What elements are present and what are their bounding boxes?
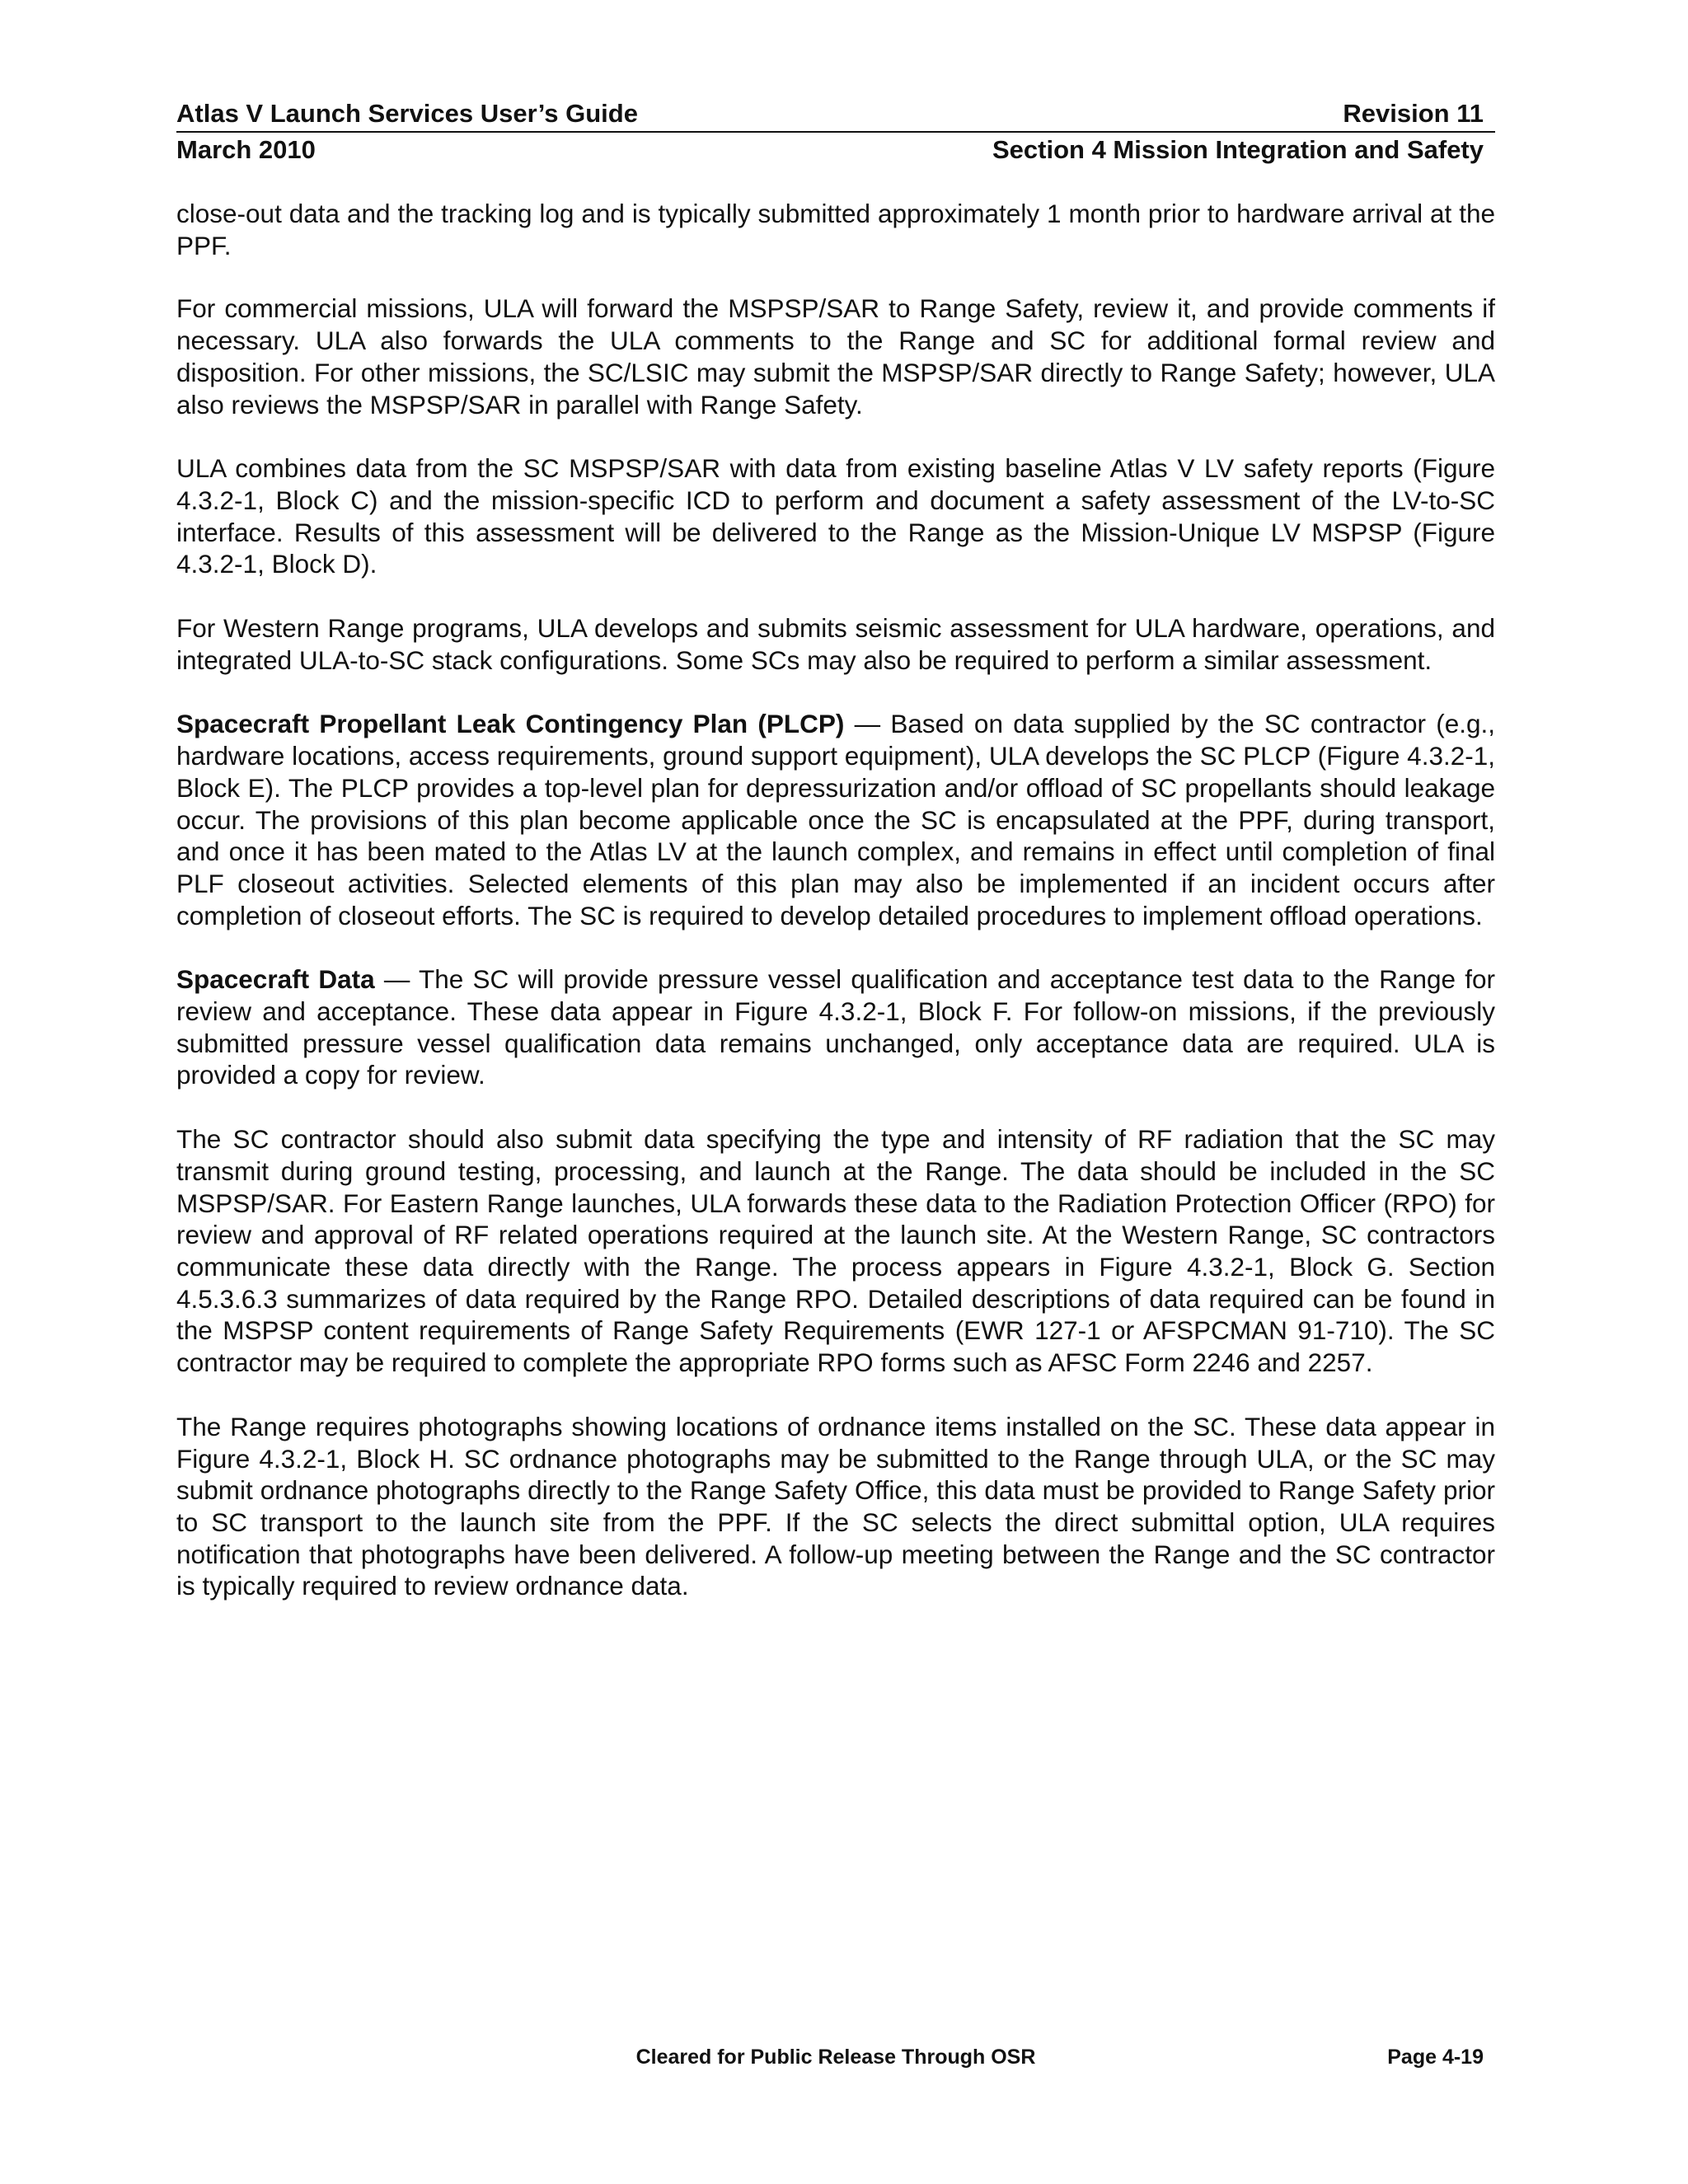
paragraph-ordnance-photographs: The Range requires photographs showing locations of ordnance items installed on the SC. These data appear in Figure 4.3.2-1, Block H. SC ordnance photographs may be submitted to the Range through ULA, or the SC may submit ordnance photographs directly to the Range Safety Office, this data must be provided to Range Safety prior to SC transport to the launch site from the PPF. If the SC selects the direct submittal option, ULA requires notification that photographs have been delivered. A follow-up meeting between the Range and the SC contractor is typically required to review ordnance data.	[176, 1411, 1495, 1601]
paragraph-western-range: For Western Range programs, ULA develops and submits seismic assessment for ULA hardware, operations, and integrated ULA-to-SC stack configurations. Some SCs may also be required to perform a similar assessment.	[176, 613, 1495, 675]
header-rule	[176, 131, 1495, 133]
paragraph-rf-radiation: The SC contractor should also submit data specifying the type and intensity of RF radiation that the SC may transmit during ground testing, processing, and launch at the Range. The data should be included in the SC MSPSP/SAR. For Eastern Range launches, ULA forwards these data to the Radiation Protection Officer (RPO) for review and approval of RF related operations required at the launch site. At the Western Range, SC contractors communicate these data directly with the Range. The process appears in Figure 4.3.2-1, Block G. Section 4.5.3.6.3 summarizes of data required by the Range RPO. Detailed descriptions of data required can be found in the MSPSP content requirements of Range Safety Requirements (EWR 127-1 or AFSPCMAN 91-710). The SC contractor may be required to complete the appropriate RPO forms such as AFSC Form 2246 and 2257.	[176, 1124, 1495, 1378]
spacecraft-data-heading: Spacecraft Data	[176, 964, 375, 995]
document-title: Atlas V Launch Services User’s Guide	[176, 99, 638, 128]
plcp-text: — Based on data supplied by the SC contractor (e.g., hardware locations, access requirements, ground support equipment), ULA develops the SC PLCP (Figure 4.3.2-1, Block E). The PLCP provides a top-level plan for depressurization and/or offload of SC propellants should leakage occur. The provisions of this plan become applicable once the SC is encapsulated at the PPF, during transport, and once it has been mated to the Atlas LV at the launch complex, and remains in effect until completion of final PLF closeout activities. Selected elements of this plan may also be implemented if an incident occurs after completion of closeout efforts. The SC is required to develop detailed procedures to implement offload operations.	[176, 709, 1495, 930]
page-header	[176, 97, 1495, 166]
page-body	[176, 198, 1495, 1634]
page-number: Page 4-19	[1387, 2046, 1484, 2069]
document-date: March 2010	[176, 135, 316, 164]
header-bottom-row	[176, 134, 1495, 166]
release-statement: Cleared for Public Release Through OSR	[635, 2046, 1036, 2069]
header-top-row	[176, 97, 1495, 130]
paragraph-safety-assessment: ULA combines data from the SC MSPSP/SAR with data from existing baseline Atlas V LV safety reports (Figure 4.3.2-1, Block C) and the mission-specific ICD to perform and document a safety assessment of the LV-to-SC interface. Results of this assessment will be delivered to the Range as the Mission-Unique LV MSPSP (Figure 4.3.2-1, Block D).	[176, 453, 1495, 579]
revision-label: Revision 11	[1343, 99, 1484, 128]
paragraph-spacecraft-data	[176, 963, 1495, 1091]
plcp-heading: Spacecraft Propellant Leak Contingency Plan (PLCP)	[176, 709, 845, 739]
spacecraft-data-text: — The SC will provide pressure vessel qualification and acceptance test data to the Range for review and acceptance. These data appear in Figure 4.3.2-1, Block F. For follow-on missions, if the previously submitted pressure vessel qualification data remains unchanged, only acceptance data are required. ULA is provided a copy for review.	[176, 964, 1495, 1090]
section-title: Section 4 Mission Integration and Safety	[992, 135, 1484, 164]
paragraph-closeout-data: close-out data and the tracking log and is typically submitted approximately 1 month prior to hardware arrival at the PPF.	[176, 199, 1495, 260]
paragraph-commercial-missions: For commercial missions, ULA will forward the MSPSP/SAR to Range Safety, review it, and provide comments if necessary. ULA also forwards the ULA comments to the Range and SC for additional formal review and disposition. For other missions, the SC/LSIC may submit the MSPSP/SAR directly to Range Safety; however, ULA also reviews the MSPSP/SAR in parallel with Range Safety.	[176, 293, 1495, 419]
paragraph-plcp	[176, 708, 1495, 931]
